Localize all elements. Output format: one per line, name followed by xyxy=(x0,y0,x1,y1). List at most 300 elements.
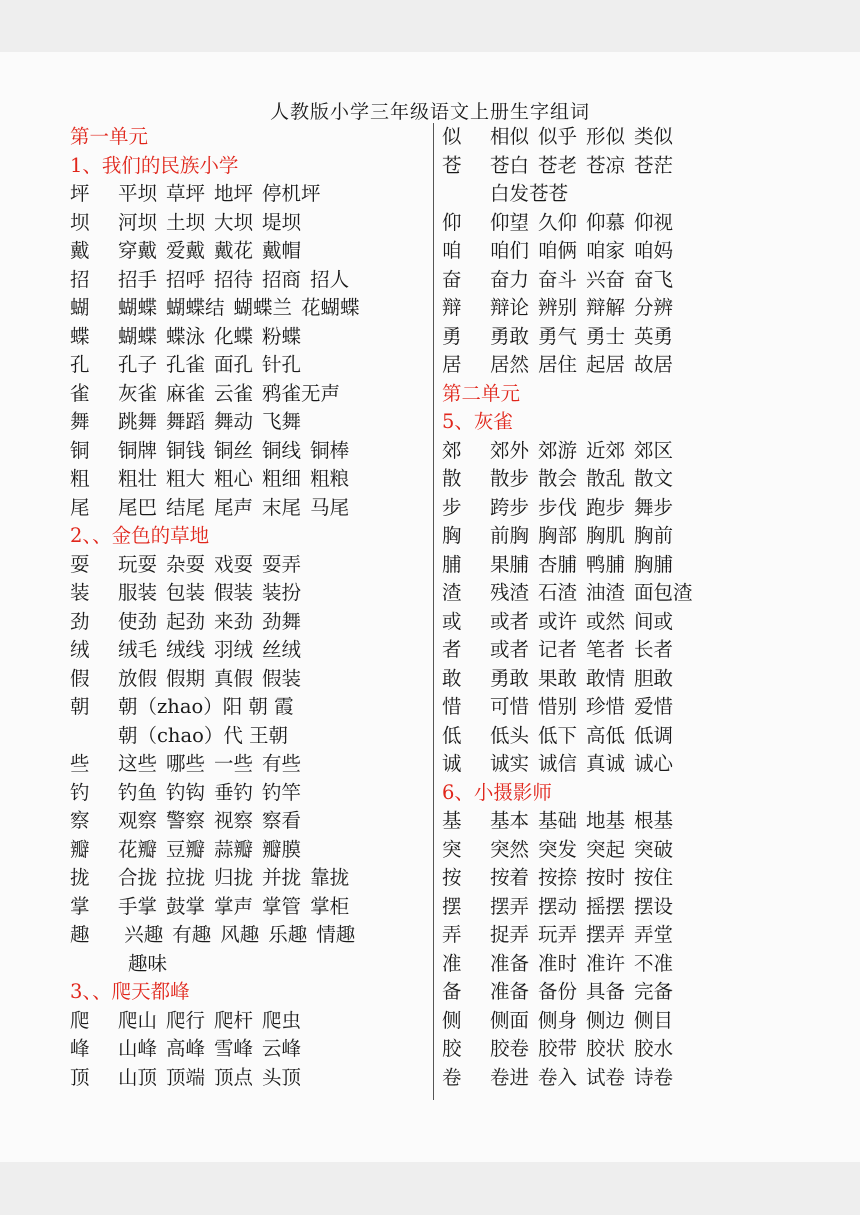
vocab-character: 郊 xyxy=(442,438,462,462)
vocab-word: 假装 xyxy=(262,666,302,690)
vocab-word: 似乎 xyxy=(538,125,578,148)
vocab-row xyxy=(442,351,842,380)
vocab-word: 果脯 xyxy=(490,552,530,576)
vocab-character: 散 xyxy=(442,467,462,490)
vocab-character: 奋 xyxy=(442,267,462,291)
vocab-word: 粗心 xyxy=(214,467,254,490)
vocab-word: 视察 xyxy=(214,809,254,832)
vocab-word: 低下 xyxy=(538,723,578,747)
vocab-row xyxy=(442,722,842,751)
vocab-word: 咱俩 xyxy=(538,239,578,262)
vocab-word: 装扮 xyxy=(262,581,302,604)
vocab-word: 地基 xyxy=(586,809,626,832)
vocab-character: 卷 xyxy=(442,1065,462,1089)
vocab-character: 渣 xyxy=(442,581,462,604)
vocab-word: 大坝 xyxy=(214,210,254,234)
vocab-word: 仰慕 xyxy=(586,210,626,234)
left-column xyxy=(70,123,430,1092)
vocab-word: 胸肌 xyxy=(586,524,626,547)
vocab-row xyxy=(70,408,430,437)
vocab-row xyxy=(70,608,430,637)
vocab-word: 放假 xyxy=(118,666,158,690)
vocab-word: 山峰 xyxy=(118,1037,158,1060)
vocab-row xyxy=(442,1064,842,1093)
vocab-character: 惜 xyxy=(442,695,462,718)
vocab-row xyxy=(70,864,430,893)
vocab-word: 使劲 xyxy=(118,609,158,633)
vocab-word: 爬杆 xyxy=(214,1008,254,1032)
vocab-row xyxy=(70,636,430,665)
vocab-character: 敢 xyxy=(442,666,462,690)
vocab-character: 辩 xyxy=(442,296,462,319)
vocab-word: 招商 xyxy=(262,267,302,291)
vocab-character: 招 xyxy=(70,267,90,291)
section-heading: 第一单元 xyxy=(70,125,149,148)
vocab-word: 长者 xyxy=(634,638,674,661)
vocab-word: 相似 xyxy=(490,125,530,148)
vocab-word: 并拢 xyxy=(262,866,302,889)
vocab-word: 咱妈 xyxy=(634,239,674,262)
vocab-word: 胆敢 xyxy=(634,666,674,690)
vocab-character: 或 xyxy=(442,609,462,633)
vocab-row xyxy=(70,209,430,238)
word-continuation: 趣味 xyxy=(128,951,168,975)
section-heading: 3、、爬天都峰 xyxy=(70,980,190,1003)
vocab-row xyxy=(70,750,430,779)
vocab-word: 归拢 xyxy=(214,866,254,889)
vocab-word: 居住 xyxy=(538,353,578,376)
vocab-word: 石渣 xyxy=(538,581,578,604)
vocab-word: 或然 xyxy=(586,609,626,633)
vocab-character: 仰 xyxy=(442,210,462,234)
vocab-word: 准时 xyxy=(538,951,578,975)
vocab-row xyxy=(442,693,842,722)
vocab-word: 掌柜 xyxy=(310,894,350,918)
vocab-word: 乐趣 xyxy=(268,923,308,946)
vocab-row xyxy=(442,123,842,152)
vocab-row xyxy=(442,608,842,637)
vocab-row xyxy=(442,294,842,323)
vocab-word: 跳舞 xyxy=(118,410,158,433)
vocab-word: 戏耍 xyxy=(214,552,254,576)
vocab-word: 钓钩 xyxy=(166,780,206,804)
vocab-word: 舞蹈 xyxy=(166,410,206,433)
vocab-word: 或者 xyxy=(490,609,530,633)
vocab-word: 果敢 xyxy=(538,666,578,690)
vocab-word: 劲舞 xyxy=(262,609,302,633)
vocab-word: 郊游 xyxy=(538,438,578,462)
vocab-word: 仰视 xyxy=(634,210,674,234)
vocab-character: 基 xyxy=(442,809,462,832)
vocab-word: 绒毛 xyxy=(118,638,158,661)
vocab-word: 垂钓 xyxy=(214,780,254,804)
vocab-row xyxy=(442,494,842,523)
vocab-character: 者 xyxy=(442,638,462,661)
vocab-word: 铜钱 xyxy=(166,438,206,462)
vocab-row xyxy=(442,665,842,694)
vocab-word: 麻雀 xyxy=(166,381,206,405)
vocab-word: 类似 xyxy=(634,125,674,148)
vocab-word: 咱家 xyxy=(586,239,626,262)
vocab-word: 捉弄 xyxy=(490,923,530,946)
vocab-word: 云峰 xyxy=(262,1037,302,1060)
vocab-word: 蝴蝶 xyxy=(118,296,158,319)
vocab-character: 突 xyxy=(442,837,462,861)
vocab-row xyxy=(442,807,842,836)
vocab-word: 诚实 xyxy=(490,752,530,775)
vocab-word: 形似 xyxy=(586,125,626,148)
vocab-character: 雀 xyxy=(70,381,90,405)
vocab-word: 粗细 xyxy=(262,467,302,490)
vocab-character: 绒 xyxy=(70,638,90,661)
vocab-word: 卷进 xyxy=(490,1065,530,1089)
vocab-word: 久仰 xyxy=(538,210,578,234)
vocab-word: 残渣 xyxy=(490,581,530,604)
vocab-word: 绒线 xyxy=(166,638,206,661)
vocab-word: 摆弄 xyxy=(490,894,530,918)
vocab-word: 有趣 xyxy=(172,923,212,946)
vocab-word: 化蝶 xyxy=(214,324,254,348)
vocab-character: 装 xyxy=(70,581,90,604)
vocab-character: 劲 xyxy=(70,609,90,633)
vocab-word: 诚信 xyxy=(538,752,578,775)
vocab-word: 钓鱼 xyxy=(118,780,158,804)
vocab-character: 摆 xyxy=(442,894,462,918)
vocab-word: 掌声 xyxy=(214,894,254,918)
vocab-word: 按着 xyxy=(490,866,530,889)
vocab-word: 起劲 xyxy=(166,609,206,633)
vocab-word: 基本 xyxy=(490,809,530,832)
vocab-word: 有些 xyxy=(262,752,302,775)
vocab-word: 侧面 xyxy=(490,1008,530,1032)
vocab-word: 苍凉 xyxy=(586,153,626,177)
vocab-character: 苍 xyxy=(442,153,462,177)
vocab-word: 根基 xyxy=(634,809,674,832)
vocab-word: 辩论 xyxy=(490,296,530,319)
vocab-word: 胶水 xyxy=(634,1037,674,1060)
vocab-character: 顶 xyxy=(70,1065,90,1089)
vocab-word: 服装 xyxy=(118,581,158,604)
vocab-word: 招人 xyxy=(310,267,350,291)
vocab-word: 草坪 xyxy=(166,182,206,205)
vocab-character: 戴 xyxy=(70,239,90,262)
vocab-word: 摆弄 xyxy=(586,923,626,946)
vocab-character: 假 xyxy=(70,666,90,690)
vocab-word: 土坝 xyxy=(166,210,206,234)
vocab-word: 飞舞 xyxy=(262,410,302,433)
vocab-character: 脯 xyxy=(442,552,462,576)
vocab-character: 瓣 xyxy=(70,837,90,861)
vocab-character: 勇 xyxy=(442,324,462,348)
vocab-word: 结尾 xyxy=(166,495,206,519)
vocab-word: 孔雀 xyxy=(166,353,206,376)
vocab-word: 准备 xyxy=(490,980,530,1003)
vocab-word: 警察 xyxy=(166,809,206,832)
vocab-word: 突起 xyxy=(586,837,626,861)
vocab-word: 笔者 xyxy=(586,638,626,661)
vocab-word: 奋斗 xyxy=(538,267,578,291)
vocab-row xyxy=(70,579,430,608)
vocab-word: 勇气 xyxy=(538,324,578,348)
vocab-row xyxy=(442,522,842,551)
vocab-character: 备 xyxy=(442,980,462,1003)
vocab-row xyxy=(70,237,430,266)
vocab-character: 诚 xyxy=(442,752,462,775)
vocab-word: 爬山 xyxy=(118,1008,158,1032)
vocab-row xyxy=(442,323,842,352)
vocab-row xyxy=(442,266,842,295)
vocab-word: 铜丝 xyxy=(214,438,254,462)
vocab-row xyxy=(442,152,842,181)
vocab-character: 侧 xyxy=(442,1008,462,1032)
vocab-character: 蝴 xyxy=(70,296,90,319)
vocab-character: 胸 xyxy=(442,524,462,547)
vocab-row xyxy=(70,266,430,295)
vocab-word: 丝绒 xyxy=(262,638,302,661)
vocab-word: 孔子 xyxy=(118,353,158,376)
vocab-word: 辨别 xyxy=(538,296,578,319)
vocab-word: 戴花 xyxy=(214,239,254,262)
vocab-row xyxy=(70,465,430,494)
vocab-word: 勇敢 xyxy=(490,324,530,348)
vocab-row xyxy=(70,921,430,950)
vocab-word: 玩耍 xyxy=(118,552,158,576)
vocab-word: 胸前 xyxy=(634,524,674,547)
vocab-word: 苍茫 xyxy=(634,153,674,177)
vocab-word: 朝（zhao）阳 朝 霞 xyxy=(118,695,294,718)
section-heading: 第二单元 xyxy=(442,381,521,405)
vocab-word: 胸脯 xyxy=(634,552,674,576)
vocab-word: 爬行 xyxy=(166,1008,206,1032)
vocab-word: 蝶泳 xyxy=(166,324,206,348)
vocab-word: 或许 xyxy=(538,609,578,633)
vocab-word: 花瓣 xyxy=(118,837,158,861)
vocab-word: 玩弄 xyxy=(538,923,578,946)
vocab-word: 咱们 xyxy=(490,239,530,262)
vocab-word: 低调 xyxy=(634,723,674,747)
vocab-word: 豆瓣 xyxy=(166,837,206,861)
vocab-word: 按住 xyxy=(634,866,674,889)
vocab-row xyxy=(70,665,430,694)
vocab-word: 拉拢 xyxy=(166,866,206,889)
vocab-word: 瓣膜 xyxy=(262,837,302,861)
vocab-character: 耍 xyxy=(70,552,90,576)
vocab-character: 察 xyxy=(70,809,90,832)
vocab-word: 爱戴 xyxy=(166,239,206,262)
vocab-row xyxy=(70,551,430,580)
vocab-word: 粗壮 xyxy=(118,467,158,490)
vocab-word: 粉蝶 xyxy=(262,324,302,348)
vocab-word: 高峰 xyxy=(166,1037,206,1060)
section-heading: 5、灰雀 xyxy=(442,410,513,433)
vocab-word: 穿戴 xyxy=(118,239,158,262)
vocab-word: 胶状 xyxy=(586,1037,626,1060)
vocab-word: 鼓掌 xyxy=(166,894,206,918)
vocab-word: 手掌 xyxy=(118,894,158,918)
vocab-word: 基础 xyxy=(538,809,578,832)
vocab-row xyxy=(442,551,842,580)
vocab-word: 散乱 xyxy=(586,467,626,490)
vocab-word: 平坝 xyxy=(118,182,158,205)
vocab-word: 苍老 xyxy=(538,153,578,177)
vocab-character: 孔 xyxy=(70,353,90,376)
vocab-row xyxy=(70,323,430,352)
vocab-character: 按 xyxy=(442,866,462,889)
vocab-word: 分辨 xyxy=(634,296,674,319)
vocab-row xyxy=(442,1035,842,1064)
vocab-word: 假期 xyxy=(166,666,206,690)
vocab-character: 似 xyxy=(442,125,462,148)
vocab-character: 拢 xyxy=(70,866,90,889)
vocab-word: 卷入 xyxy=(538,1065,578,1089)
vocab-word: 蒜瓣 xyxy=(214,837,254,861)
vocab-word: 间或 xyxy=(634,609,674,633)
vocab-word: 诗卷 xyxy=(634,1065,674,1089)
vocab-word: 低头 xyxy=(490,723,530,747)
vocab-word: 跨步 xyxy=(490,495,530,519)
vocab-row xyxy=(442,950,842,979)
vocab-word: 山顶 xyxy=(118,1065,158,1089)
vocab-row xyxy=(442,237,842,266)
vocab-word: 面孔 xyxy=(214,353,254,376)
vocab-word: 试卷 xyxy=(586,1065,626,1089)
vocab-character: 低 xyxy=(442,723,462,747)
vocab-word: 哪些 xyxy=(166,752,206,775)
page-title: 人教版小学三年级语文上册生字组词 xyxy=(269,101,590,123)
vocab-row xyxy=(442,636,842,665)
vocab-word: 耍弄 xyxy=(262,552,302,576)
vocab-word: 铜棒 xyxy=(310,438,350,462)
vocab-row xyxy=(70,351,430,380)
vocab-word: 居然 xyxy=(490,353,530,376)
vocab-word: 顶端 xyxy=(166,1065,206,1089)
vocab-word: 突破 xyxy=(634,837,674,861)
vocab-word: 招手 xyxy=(118,267,158,291)
vocab-word: 爬虫 xyxy=(262,1008,302,1032)
vocab-word: 尾巴 xyxy=(118,495,158,519)
vocab-character: 粗 xyxy=(70,467,90,490)
vocab-word: 诚心 xyxy=(634,752,674,775)
vocab-word: 铜牌 xyxy=(118,438,158,462)
vocab-row xyxy=(442,465,842,494)
vocab-word: 真诚 xyxy=(586,752,626,775)
vocab-row xyxy=(70,893,430,922)
vocab-word: 惜别 xyxy=(538,695,578,718)
vocab-row xyxy=(442,864,842,893)
vocab-word: 靠拢 xyxy=(310,866,350,889)
vocab-character: 峰 xyxy=(70,1037,90,1060)
vocab-row xyxy=(442,921,842,950)
vocab-word: 兴奋 xyxy=(586,267,626,291)
vocab-word: 这些 xyxy=(118,752,158,775)
vocab-word: 步伐 xyxy=(538,495,578,519)
vocab-word: 停机坪 xyxy=(262,182,321,205)
vocab-word: 记者 xyxy=(538,638,578,661)
vocab-row xyxy=(70,294,430,323)
vocab-word: 粗粮 xyxy=(310,467,350,490)
document-page xyxy=(0,52,860,1162)
vocab-word: 郊区 xyxy=(634,438,674,462)
vocab-word: 末尾 xyxy=(262,495,302,519)
vocab-word: 灰雀 xyxy=(118,381,158,405)
vocab-word: 顶点 xyxy=(214,1065,254,1089)
vocab-word: 侧边 xyxy=(586,1008,626,1032)
column-divider xyxy=(433,123,434,1100)
vocab-character: 弄 xyxy=(442,923,462,946)
vocab-word: 准备 xyxy=(490,951,530,975)
vocab-word: 仰望 xyxy=(490,210,530,234)
vocab-word: 一些 xyxy=(214,752,254,775)
vocab-character: 朝 xyxy=(70,695,90,718)
vocab-character: 步 xyxy=(442,495,462,519)
vocab-row xyxy=(70,180,430,209)
vocab-character: 爬 xyxy=(70,1008,90,1032)
section-heading: 2、、金色的草地 xyxy=(70,524,210,547)
vocab-word: 散会 xyxy=(538,467,578,490)
vocab-word: 雪峰 xyxy=(214,1037,254,1060)
vocab-character: 居 xyxy=(442,353,462,376)
vocab-word: 面包渣 xyxy=(634,581,693,604)
vocab-row xyxy=(442,579,842,608)
vocab-character: 些 xyxy=(70,752,90,775)
vocab-word: 粗大 xyxy=(166,467,206,490)
vocab-character: 蝶 xyxy=(70,324,90,348)
vocab-word: 近郊 xyxy=(586,438,626,462)
vocab-word: 真假 xyxy=(214,666,254,690)
vocab-word: 察看 xyxy=(262,809,302,832)
vocab-word: 杏脯 xyxy=(538,552,578,576)
vocab-word: 英勇 xyxy=(634,324,674,348)
vocab-word: 钓竿 xyxy=(262,780,302,804)
vocab-word: 掌管 xyxy=(262,894,302,918)
vocab-row xyxy=(442,893,842,922)
vocab-word: 河坝 xyxy=(118,210,158,234)
section-heading: 1、我们的民族小学 xyxy=(70,153,239,177)
vocab-word: 假装 xyxy=(214,581,254,604)
vocab-word: 摇摆 xyxy=(586,894,626,918)
vocab-row xyxy=(70,380,430,409)
vocab-word: 包装 xyxy=(166,581,206,604)
vocab-word: 胸部 xyxy=(538,524,578,547)
vocab-character: 铜 xyxy=(70,438,90,462)
vocab-word: 鸭脯 xyxy=(586,552,626,576)
vocab-word: 侧身 xyxy=(538,1008,578,1032)
vocab-word: 可惜 xyxy=(490,695,530,718)
vocab-row xyxy=(442,836,842,865)
vocab-word: 合拢 xyxy=(118,866,158,889)
vocab-row xyxy=(70,1035,430,1064)
vocab-word: 郊外 xyxy=(490,438,530,462)
vocab-word: 云雀 xyxy=(214,381,254,405)
vocab-character: 准 xyxy=(442,951,462,975)
vocab-word: 招待 xyxy=(214,267,254,291)
vocab-word: 蝴蝶结 xyxy=(166,296,225,319)
word-continuation: 白发苍苍 xyxy=(490,182,569,205)
vocab-word: 突然 xyxy=(490,837,530,861)
vocab-word: 敢情 xyxy=(586,666,626,690)
vocab-character: 咱 xyxy=(442,239,462,262)
vocab-character: 尾 xyxy=(70,495,90,519)
vocab-word: 马尾 xyxy=(310,495,350,519)
vocab-word: 突发 xyxy=(538,837,578,861)
vocab-word: 羽绒 xyxy=(214,638,254,661)
vocab-word: 尾声 xyxy=(214,495,254,519)
vocab-word: 地坪 xyxy=(214,182,254,205)
vocab-word: 勇敢 xyxy=(490,666,530,690)
vocab-word: 备份 xyxy=(538,980,578,1003)
vocab-character: 胶 xyxy=(442,1037,462,1060)
vocab-word: 鸦雀无声 xyxy=(262,381,341,405)
